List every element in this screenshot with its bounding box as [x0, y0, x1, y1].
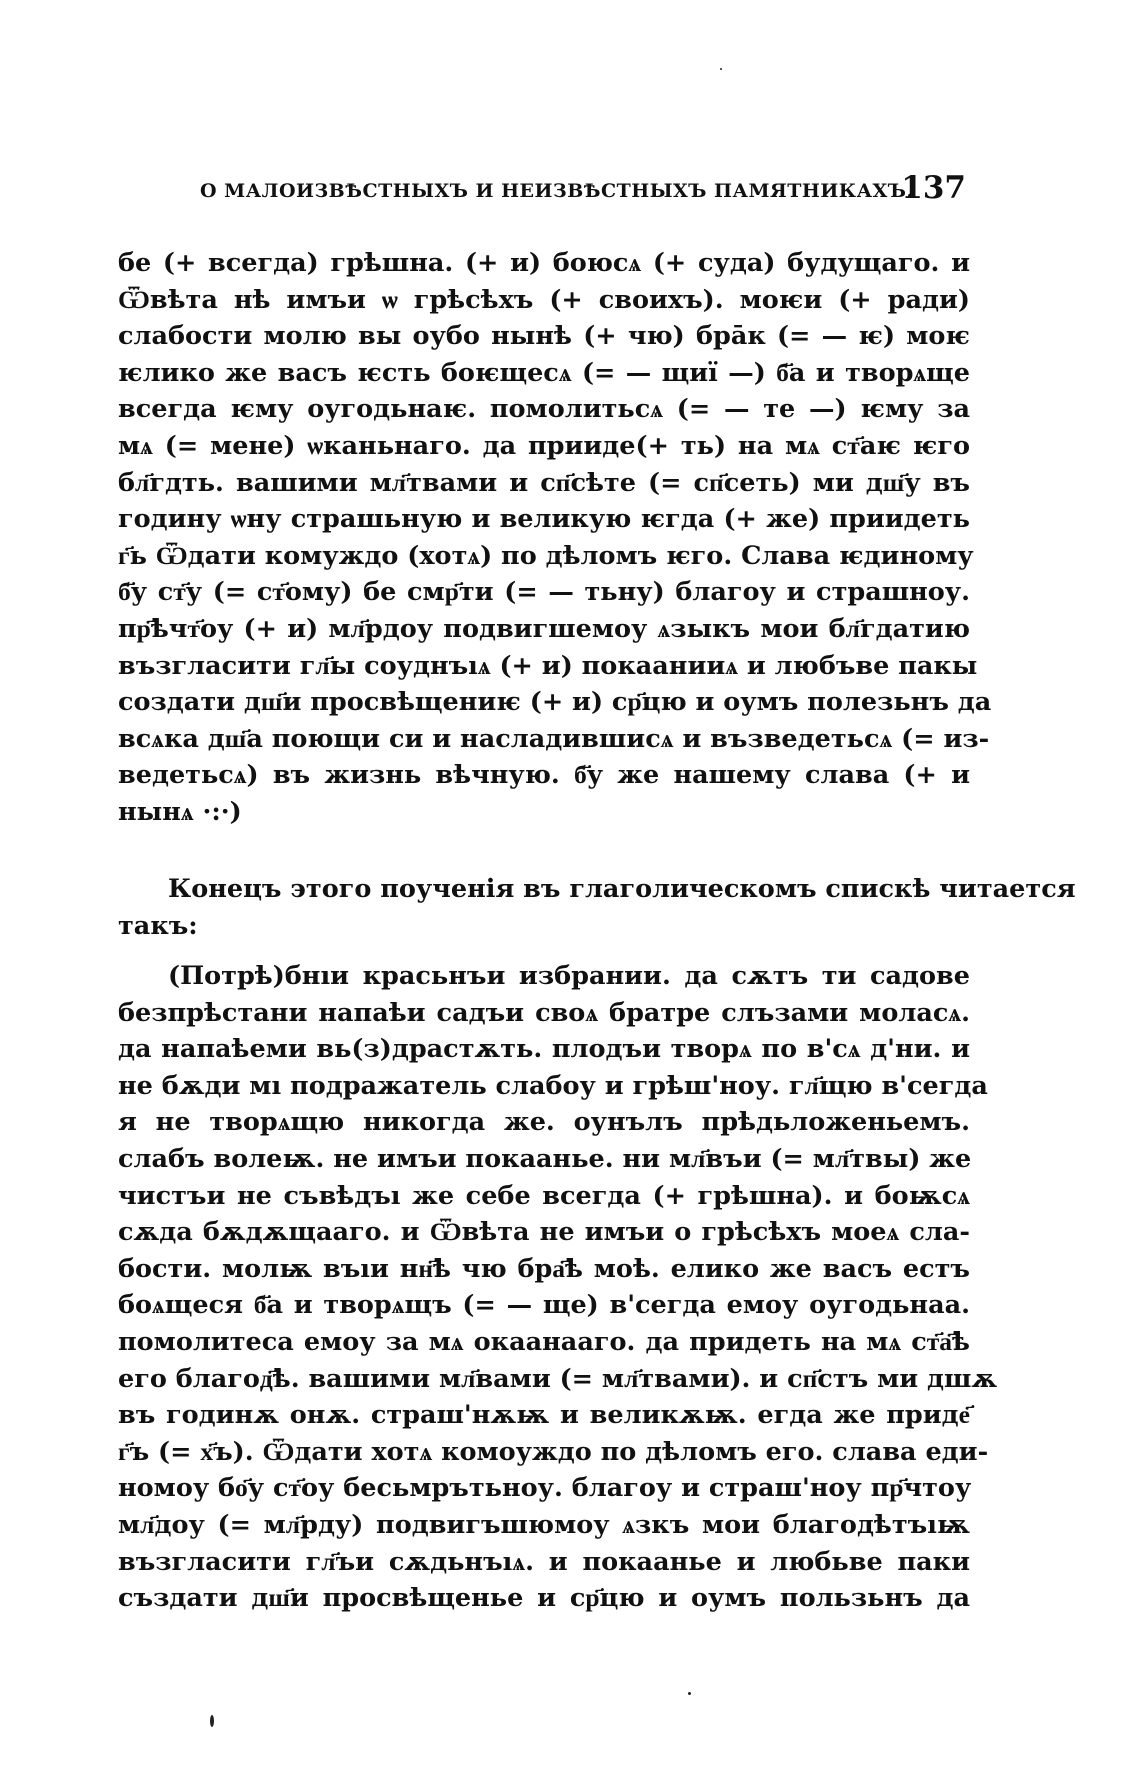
text-line: всѧка дш҃а поющи си и насладившисѧ и възведетьсѧ (= из-: [118, 723, 990, 754]
running-header: [118, 170, 970, 210]
text-line: въ годинѫ онѫ. страш'нѫѭ и великѫѭ. егда же приде҃: [118, 1400, 970, 1431]
text-line: бости. молѭ въıи нн҃ѣ чю бра҃ѣ моѣ. елико же васъ естъ: [118, 1253, 970, 1284]
text-line: пр҃ѣчт҃оу (+ и) мл҃рдоу подвигшемоу ѧзыкъ мои бл҃гдатию: [118, 613, 970, 644]
text-line: боѧщеся б҃а и творѧщъ (= — ще) в'сегда емоу оугодьнаа.: [118, 1290, 970, 1321]
text-line: да напаѣеми вь(з)драстѫть. плодъи творѧ по в'сѧ д'ни. и: [118, 1034, 970, 1065]
text-line: бл҃гдть. вашими мл҃твами и сп҃сѣте (= сп҃сеть) ми дш҃у въ: [118, 467, 970, 498]
text-line: слабости молю вы оубо нынѣ (+ чю) брāк (= — ѥ) моѥ: [118, 321, 970, 352]
text-line: всегда ѥму оугодьнаѥ. помолитьсѧ (= — те —) ѥму за: [118, 394, 970, 425]
text-line: Ѿвѣта нѣ имъи ѡ грѣсѣхъ (+ своихъ). моѥи (+ ради): [118, 284, 970, 315]
text-line: его благод҃ѣ. вашими мл҃вами (= мл҃твами). и сп҃стъ ми дшѫ: [118, 1363, 998, 1394]
text-line: сѫда бѫдѫщааго. и Ѿвѣта не имъи о грѣсѣхъ моеѧ сла-: [118, 1217, 970, 1248]
text-line: възгласити гл҃ы соуднъıѧ (+ и) покаанииѧ и любъве пакы: [118, 650, 978, 681]
text-line: ведетьсѧ) въ жизнь вѣчную. б҃у же нашему слава (+ и: [118, 760, 970, 791]
paragraph-sermon-text: [118, 245, 992, 831]
text-line: възгласити гл҃ъи сѫдьнъıѧ. и покаанье и любьве паки: [118, 1546, 970, 1577]
text-line: б҃у ст҃у (= ст҃ому) бе смр҃ти (= — тьну) благоу и страшноу.: [118, 577, 970, 608]
ink-speck: [210, 1715, 214, 1727]
text-line: мл҃доу (= мл҃рду) подвигъшюмоу ѧзкъ мои благодѣтъıѭ: [118, 1509, 970, 1540]
text-line: номоу бо҃у ст҃оу бесьмрътьноу. благоу и страш'ноу пр҃чтоу: [118, 1473, 972, 1504]
text-line: создати дш҃и просвѣщениѥ (+ и) ср҃цю и оумъ полезьнъ да: [118, 687, 992, 718]
text-line: г҃ъ (= х҃ъ). Ѿдати хотѧ комоуждо по дѣломъ его. слава еди-: [118, 1436, 989, 1467]
ink-speck: [688, 1692, 691, 1695]
text-line: създати дш҃и просвѣщенье и ср҃цю и оумъ пользьнъ да: [118, 1583, 970, 1614]
text-line: ѥлико же васъ ѥсть боѥщесѧ (= — щиї —) б҃а и творѧще: [118, 357, 970, 388]
paragraph-glagolitic-text: [118, 958, 998, 1617]
text-line: бе (+ всегда) грѣшна. (+ и) боюсѧ (+ суда) будущаго. и: [118, 248, 970, 278]
text-line: не бѫди мı подражатель слабоу и грѣш'ноу. гл҃щю в'сегда: [118, 1070, 988, 1101]
text-line: г҃ь Ѿдати комуждо (хотѧ) по дѣломъ ѥго. Слава ѥдиному: [118, 540, 974, 571]
header-title: О МАЛОИЗВѢСТНЫХЪ И НЕИЗВѢСТНЫХЪ ПАМЯТНИКАХЪ.: [200, 180, 914, 202]
text-line: такъ:: [118, 910, 198, 941]
text-line: Конецъ этого поученія въ глаголическомъ спискѣ читается: [168, 874, 1076, 904]
text-line: (Потрѣ)бнıи красьнъи избрании. да сѫтъ ти садове: [168, 961, 970, 991]
ink-speck: [720, 68, 722, 70]
text-line: годину ѡну страшьную и великую ѥгда (+ же) приидеть: [118, 504, 970, 535]
page-number: 137: [901, 170, 966, 206]
text-line: помолитеса емоу за мѧ окаанааго. да придеть на мѧ ст҃а҃ѣ: [118, 1326, 970, 1357]
text-line: мѧ (= мене) ѡканьнаго. да прииде(+ ть) на мѧ ст҃аѥ ѥго: [118, 430, 970, 461]
text-line: нынѧ ·:·): [118, 796, 242, 827]
text-line: слабъ волеѭ. не имъи покаанье. ни мл҃въи (= мл҃твы) же: [118, 1143, 972, 1174]
paragraph-commentary: [118, 871, 1076, 944]
text-line: чистъи не съвѣдъı же себе всегда (+ грѣшна). и боѭсѧ: [118, 1180, 970, 1211]
text-line: безпрѣстани напаѣи садъи своѧ братре слъзами моласѧ.: [118, 997, 970, 1028]
text-line: я не творѧщю никогда же. оунълъ прѣдьложеньемъ.: [118, 1107, 970, 1138]
